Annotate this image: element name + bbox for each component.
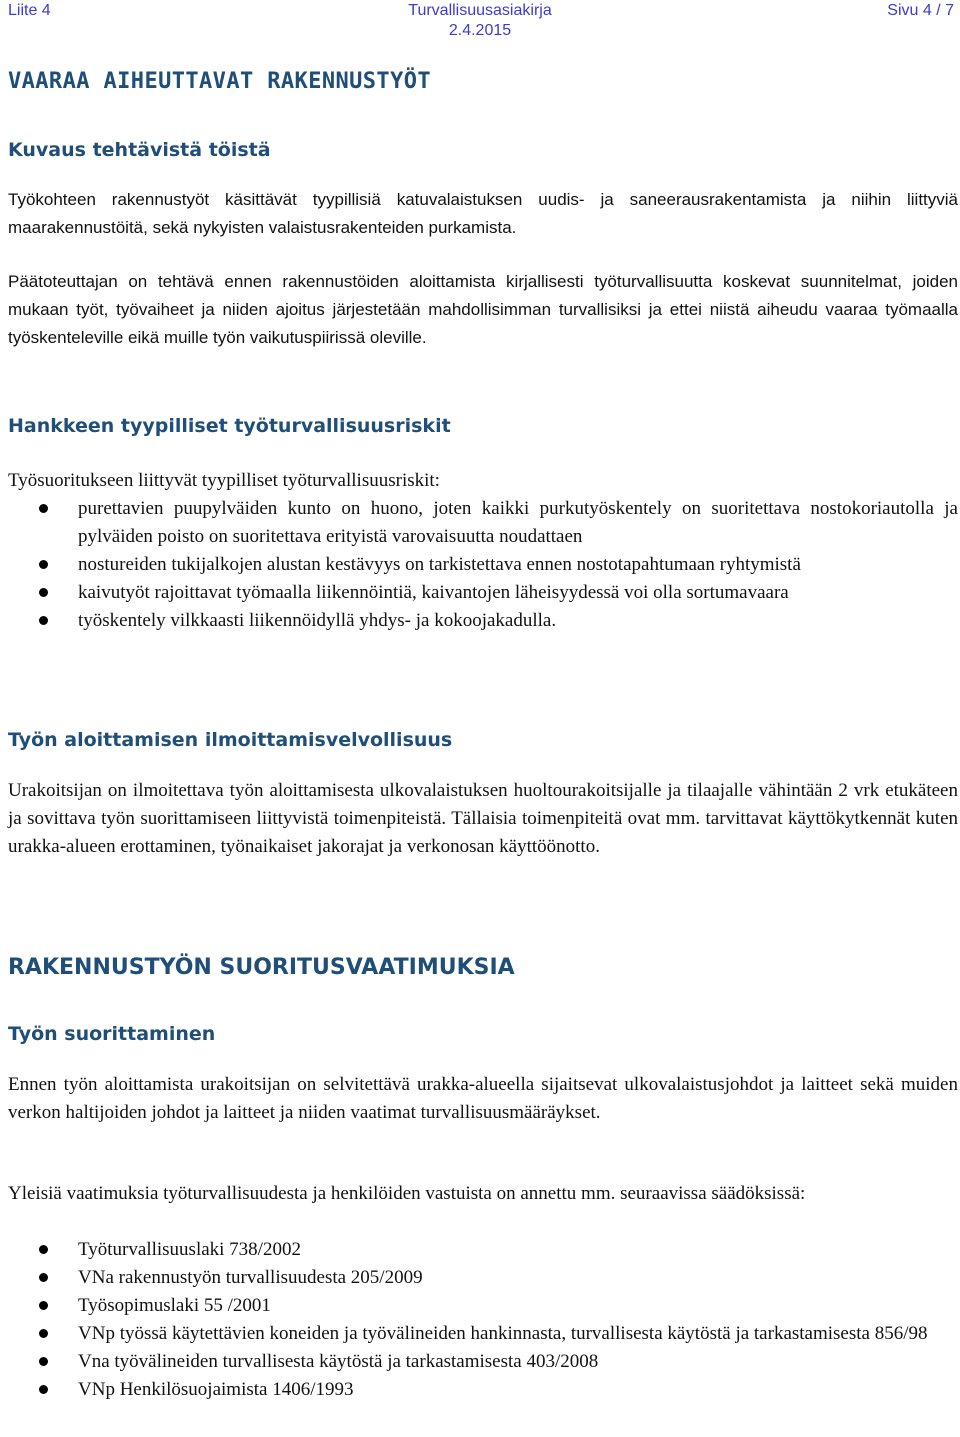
list-item: [0, 1264, 958, 1292]
paragraph-start-notification: Urakoitsijan on ilmoitettava työn aloittamisesta ulkovalaistuksen huoltourakoitsijalle ja tilaajalle vähintään 2 vrk etukäteen ja sovittava työn suorittamiseen liittyvistä toimenpiteistä. Tällaisia toimenpiteitä ovat mm. tarvittavat käyttökytkennät kuten urakka-alueen erottaminen, työnaikaiset jakorajat ja verkonosan käyttöönotto.: [8, 780, 958, 857]
list-item-text: VNa rakennustyön turvallisuudesta 205/2009: [78, 1267, 423, 1288]
regulations-list: [0, 1236, 958, 1404]
heading-start-notification: Työn aloittamisen ilmoittamisvelvollisuus: [8, 729, 453, 751]
bullet-icon: [39, 588, 48, 597]
list-item: [0, 495, 958, 551]
bullet-icon: [39, 1273, 48, 1282]
section-title-work-requirements: RAKENNUSTYÖN SUORITUSVAATIMUKSIA: [8, 955, 515, 980]
heading-typical-risks: Hankkeen tyypilliset työturvallisuusriskit: [8, 415, 451, 437]
list-item-text: Työturvallisuuslaki 738/2002: [78, 1239, 301, 1260]
subsection-title-work-execution: Työn suorittaminen: [8, 1023, 216, 1045]
list-item-text: työskentely vilkkaasti liikennöidyllä yhdys- ja kokoojakadulla.: [78, 610, 557, 631]
bullet-icon: [39, 616, 48, 625]
bullet-icon: [39, 1357, 48, 1366]
list-item: [0, 1236, 958, 1264]
list-item-text: nostureiden tukijalkojen alustan kestävyys on tarkistettava ennen nostotapahtumaan ryhtymistä: [78, 554, 801, 575]
bullet-icon: [39, 1301, 48, 1310]
risks-list: [0, 495, 958, 635]
bullet-icon: [39, 504, 48, 513]
list-item: [0, 1376, 958, 1404]
list-item-text: VNp Henkilösuojaimista 1406/1993: [78, 1379, 354, 1400]
header-page-number: Sivu 4 / 7: [887, 2, 954, 19]
paragraph-regulations-intro: Yleisiä vaatimuksia työturvallisuudesta ja henkilöiden vastuista on annettu mm. seuraavissa säädöksissä:: [8, 1183, 806, 1204]
list-item-text: VNp työssä käytettävien koneiden ja työvälineiden hankinnasta, turvallisesta käytöstä ja tarkastamisesta 856/98: [78, 1323, 928, 1344]
subsection-title-work-description: Kuvaus tehtävistä töistä: [8, 139, 271, 161]
list-item: [0, 551, 958, 579]
paragraph-work-execution: Ennen työn aloittamista urakoitsijan on selvitettävä urakka-alueella sijaitsevat ulkovalaistusjohdot ja laitteet sekä muiden verkon haltijoiden johdot ja laitteet ja niiden vaatimat turvallisuusmääräykset.: [8, 1074, 958, 1123]
list-item: [0, 1292, 958, 1320]
paragraph-contractor-duty: Päätoteuttajan on tehtävä ennen rakennustöiden aloittamista kirjallisesti työturvallisuutta koskevat suunnitelmat, joiden mukaan työt, työvaiheet ja niiden ajoitus järjestetään mahdollisimman turvallisiksi ja ettei niistä aiheudu vaaraa työmaalla työskenteleville eikä muille työn vaikutuspiirissä oleville.: [8, 272, 958, 347]
section-title-hazardous-work: VAARAA AIHEUTTAVAT RAKENNUSTYÖT: [8, 69, 431, 94]
header-date: 2.4.2015: [448, 22, 512, 39]
bullet-icon: [39, 1245, 48, 1254]
list-item-text: kaivutyöt rajoittavat työmaalla liikennöintiä, kaivantojen läheisyydessä voi olla sortumavaara: [78, 582, 789, 603]
list-item: [0, 579, 958, 607]
paragraph-work-description: Työkohteen rakennustyöt käsittävät tyypillisiä katuvalaistuksen uudis- ja saneerausrakentamista ja niihin liittyviä maarakennustöitä, sekä nykyisten valaistusrakenteiden purkamista.: [8, 190, 958, 237]
list-item-text: Työsopimuslaki 55 /2001: [78, 1295, 271, 1316]
bullet-icon: [39, 1385, 48, 1394]
header-appendix-label: Liite 4: [8, 2, 51, 19]
list-item-text: Vna työvälineiden turvallisesta käytöstä ja tarkastamisesta 403/2008: [78, 1351, 599, 1372]
list-item: [0, 1348, 958, 1376]
list-item: [0, 607, 958, 635]
header-document-title: Turvallisuusasiakirja: [408, 2, 552, 19]
bullet-icon: [39, 1329, 48, 1338]
list-item-text: purettavien puupylväiden kunto on huono, joten kaikki purkutyöskentely on suoritettava nostokoriautolla ja pylväiden poisto on suoritettava erityistä varovaisuutta noudattaen: [78, 498, 958, 547]
risks-intro: Työsuoritukseen liittyvät tyypilliset työturvallisuusriskit:: [8, 470, 440, 491]
list-item: [0, 1320, 958, 1348]
bullet-icon: [39, 560, 48, 569]
